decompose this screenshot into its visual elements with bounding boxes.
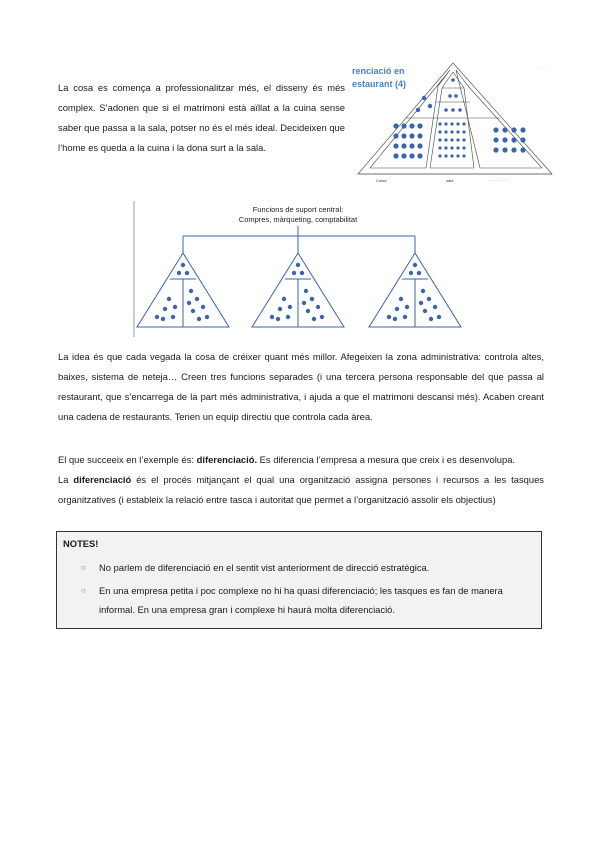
pyramid-dot [181, 263, 185, 267]
pyramid-dot [450, 138, 453, 141]
note-item: ○ En una empresa petita i poc complexe no hi ha quasi diferenciació; les tasques es fan de manera informal. En una empresa gran i complexe hi haurà molta diferenciació. [99, 581, 531, 619]
paragraph-growth: La idea és que cada vegada la cosa de créixer quant més millor. Afegeixen la zona administrativa: controla altes, baixes, sistema de neteja… Creen tres funcions separades (i una tercera persona responsable del que passa al restaurant, que s’encarrega de la part més administrativa, i ajuda a que el matrimoni descansi més). Acaben creant una cadena de restaurants. Tenen un equip directiu que controla cada àrea. [58, 351, 544, 422]
pyramid-dot [502, 137, 507, 142]
pyramid-dot [450, 146, 453, 149]
pyramid-dot [438, 146, 441, 149]
pyramid-dot [300, 271, 304, 275]
pyramid-dot [454, 94, 458, 98]
pyramid-dot [278, 307, 282, 311]
pyramid-dot [155, 315, 159, 319]
term-differentiation-definition: diferenciació [73, 474, 132, 485]
pyramid-dot [421, 289, 425, 293]
pyramid-dot [304, 289, 308, 293]
figure1-title-line2: estaurant (4) [352, 79, 407, 89]
pyramid-dot [456, 146, 459, 149]
pyramid-dot [493, 137, 498, 142]
paragraph-differentiation-example: El que succeeix en l’exemple és: diferenciació. Es diferencia l’empresa a mesura que creix i es desenvolupa. [58, 454, 516, 465]
figure2-title-line1: Funcions de suport central: [252, 205, 344, 214]
pyramid-dot [520, 127, 525, 132]
pyramid-dot [444, 146, 447, 149]
pyramid-dot [458, 108, 462, 112]
pyramid-dot [320, 315, 324, 319]
pyramid-dot [450, 130, 453, 133]
pyramid-dot [450, 122, 453, 125]
pyramid-dot [201, 305, 205, 309]
pyramid-dot [276, 317, 280, 321]
circle-bullet-icon: ○ [81, 586, 86, 595]
pyramid-dot [502, 147, 507, 152]
pyramid-dot [401, 153, 406, 158]
pyramid-dot [409, 123, 414, 128]
pyramid-dot [456, 138, 459, 141]
pyramid-dot [438, 130, 441, 133]
pyramid-dot [191, 309, 195, 313]
pyramid-dot [205, 315, 209, 319]
circle-bullet-icon: ○ [81, 563, 86, 572]
pyramid-dot [167, 297, 171, 301]
pyramid-dot [493, 127, 498, 132]
pyramid-dot [417, 143, 422, 148]
pyramid-dot [409, 153, 414, 158]
pyramid-dot [438, 122, 441, 125]
pyramid-dot [401, 133, 406, 138]
pyramid-dot [173, 305, 177, 309]
pyramid-dot [433, 305, 437, 309]
pyramid-dot [437, 315, 441, 319]
pyramid [369, 253, 461, 327]
support-functions-figure [133, 199, 473, 339]
pyramid-dot [451, 78, 455, 82]
notes-title: NOTES! [63, 538, 99, 549]
paragraph-intro: La cosa es comença a professionalitzar més, el disseny és més complex. S’adonen que si el matrimoni està aïllat a la cuina sense saber que passa a la sala, potser no és el més ideal. Decideixen que l’home es queda a la cuina i la dona surt a la sala. [58, 82, 345, 153]
pyramid-dot [177, 271, 181, 275]
pyramid-dot [197, 317, 201, 321]
pyramid-dot [395, 307, 399, 311]
pyramid-dot [448, 94, 452, 98]
pyramid-dot [428, 104, 432, 108]
pyramid-dot [288, 305, 292, 309]
pyramids-group [137, 253, 461, 327]
note-item: ○ No parlem de diferenciació en el sentit vist anteriorment de direcció estratègica. [99, 558, 531, 577]
figure1-corner-text: · ·· ·· · ·· · [534, 65, 548, 69]
pyramid-dot [296, 263, 300, 267]
pyramid-dot [444, 138, 447, 141]
pyramid-dot [409, 271, 413, 275]
pyramid-dot [417, 133, 422, 138]
pyramid-dot [195, 297, 199, 301]
pyramid-dot [520, 137, 525, 142]
pyramid-dot [401, 123, 406, 128]
pyramid-dot [511, 127, 516, 132]
pyramid-dot [306, 309, 310, 313]
pyramid-dot [161, 317, 165, 321]
pyramid-dot [438, 138, 441, 141]
pyramid-dot [444, 108, 448, 112]
pyramid-dot [419, 301, 423, 305]
pyramid [252, 253, 344, 327]
term-differentiation: diferenciació. [196, 454, 258, 465]
pyramid-dot [393, 123, 398, 128]
pyramid-dot [393, 133, 398, 138]
pyramid-dot [292, 271, 296, 275]
pyramid-dot [409, 143, 414, 148]
pyramid-dot [286, 315, 290, 319]
pyramid-dot [456, 130, 459, 133]
pyramid-dot [393, 153, 398, 158]
pyramid-dot [422, 96, 426, 100]
pyramid-dot [462, 138, 465, 141]
pyramid-dot [462, 130, 465, 133]
pyramid-dot [462, 122, 465, 125]
pyramid-dot [493, 147, 498, 152]
pyramid-dot [310, 297, 314, 301]
pyramid-dot [185, 271, 189, 275]
pyramid-dot [444, 154, 447, 157]
pyramid-dot [417, 153, 422, 158]
pyramid-dot [450, 154, 453, 157]
figure1-label-left: Cuina [376, 178, 387, 183]
pyramid-dot [444, 130, 447, 133]
pyramid-dot [456, 154, 459, 157]
pyramid-dot [316, 305, 320, 309]
pyramid-dot [393, 143, 398, 148]
differentiation-pyramid-figure [346, 58, 564, 188]
pyramid-dot [187, 301, 191, 305]
pyramid [137, 253, 229, 327]
pyramid-dot [282, 297, 286, 301]
pyramid-dot [511, 137, 516, 142]
pyramid-dot [429, 317, 433, 321]
pyramid-dot [163, 307, 167, 311]
pyramid-dot [423, 309, 427, 313]
pyramid-dot [511, 147, 516, 152]
pyramid-dot [462, 146, 465, 149]
pyramid-dot [189, 289, 193, 293]
pyramid-dot [401, 143, 406, 148]
pyramid-dot [462, 154, 465, 157]
pyramid-dot [444, 122, 447, 125]
figure1-title-line1: renciació en [352, 66, 405, 76]
pyramid-dot [456, 122, 459, 125]
figure1-label-right: · · · · ·· · · · [488, 178, 508, 183]
pyramid-dot [403, 315, 407, 319]
notes-box [56, 531, 542, 629]
pyramid-dot [270, 315, 274, 319]
pyramid-dot [393, 317, 397, 321]
pyramid-dot [417, 271, 421, 275]
pyramid-dot [387, 315, 391, 319]
pyramid-dot [451, 108, 455, 112]
pyramid-dot [409, 133, 414, 138]
paragraph-differentiation-definition: La diferenciació és el procés mitjançant el qual una organització assigna persones i recursos a les tasques organitzatives (i estableix la relació entre tasca i autoritat que permet a l’organització assolir els objectius) [58, 474, 544, 505]
pyramid-dot [312, 317, 316, 321]
figure2-title-line2: Compres, màrqueting, comptabilitat [238, 215, 358, 224]
pyramid-dot [413, 263, 417, 267]
pyramid-dot [399, 297, 403, 301]
pyramid-dot [171, 315, 175, 319]
pyramid-dot [520, 147, 525, 152]
pyramid-dot [427, 297, 431, 301]
pyramid-dot [438, 154, 441, 157]
pyramid-dot [417, 123, 422, 128]
pyramid-dot [405, 305, 409, 309]
pyramid-dot [502, 127, 507, 132]
pyramid-dot [302, 301, 306, 305]
pyramid-dot [416, 108, 420, 112]
figure1-label-mid: sala [446, 178, 454, 183]
